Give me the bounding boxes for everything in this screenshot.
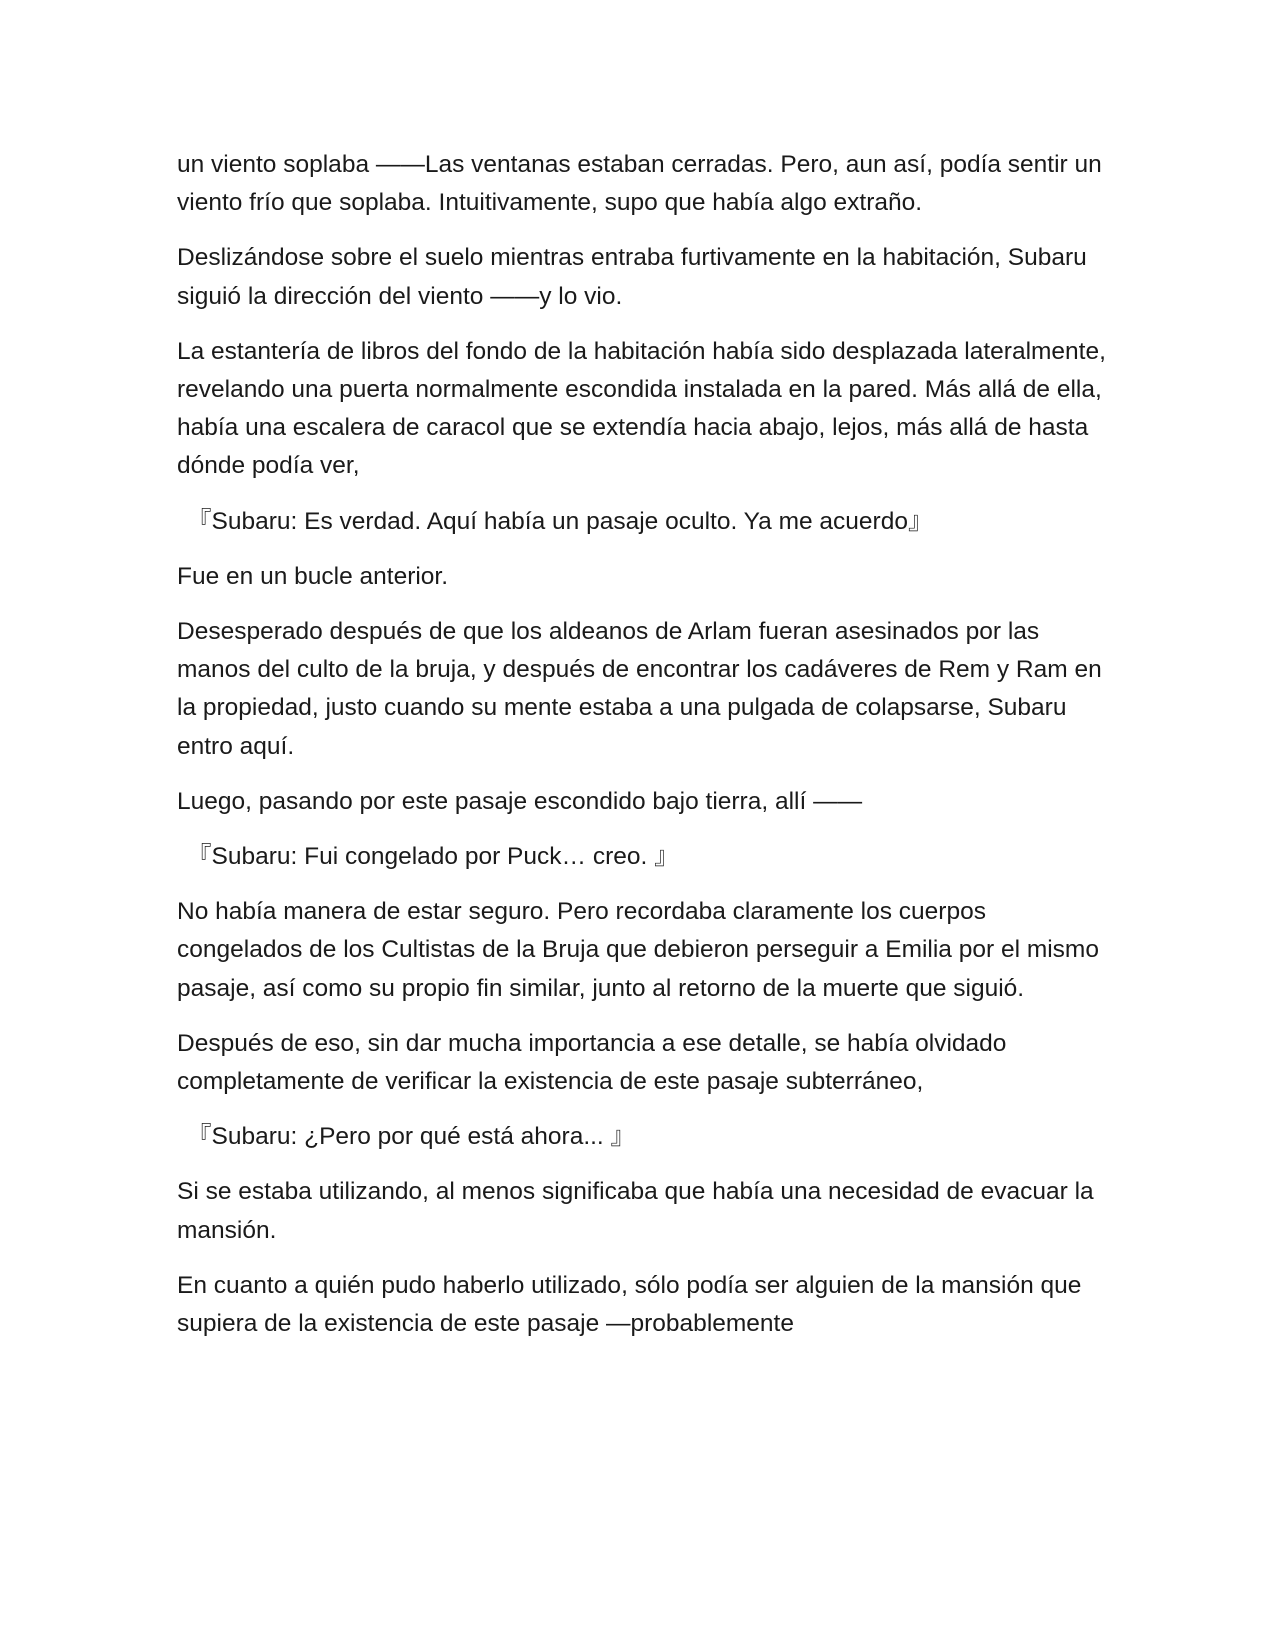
dialogue-line-2: 『Subaru: Fui congelado por Puck… creo. 』: [187, 843, 679, 871]
paragraph-5: Fue en un bucle anterior.: [177, 562, 449, 590]
paragraph-1: un viento soplaba ——Las ventanas estaban cerradas. Pero, aun así, podía sentir un viento frío que soplaba. Intuitivamente, supo que había algo extraño.: [177, 151, 1102, 217]
paragraph-2: Deslizándose sobre el suelo mientras entraba furtivamente en la habitación, Subaru siguió la dirección del viento ——y lo vio.: [177, 244, 1087, 310]
paragraph-10: Después de eso, sin dar mucha importancia a ese detalle, se había olvidado completamente de verificar la existencia de este pasaje subterráneo,: [177, 1029, 1007, 1096]
paragraph-3: La estantería de libros del fondo de la habitación había sido desplazada lateralmente, revelando una puerta normalmente escondida instalada en la pared. Más allá de ella, había una escalera de caracol que se extendía hacia abajo, lejos, más allá de hasta dónde podía ver,: [177, 337, 1106, 480]
paragraph-9: No había manera de estar seguro. Pero recordaba claramente los cuerpos congelados de los Cultistas de la Bruja que debieron perseguir a Emilia por el mismo pasaje, así como su propio fin similar, junto al retorno de la muerte que siguió.: [177, 898, 1099, 1002]
dialogue-line-3: 『Subaru: ¿Pero por qué está ahora... 』: [187, 1123, 636, 1151]
paragraph-13: En cuanto a quién pudo haberlo utilizado, sólo podía ser alguien de la mansión que supiera de la existencia de este pasaje —probablemente: [177, 1271, 1082, 1338]
dialogue-line-1: 『Subaru: Es verdad. Aquí había un pasaje oculto. Ya me acuerdo』: [187, 507, 933, 535]
paragraph-12: Si se estaba utilizando, al menos significaba que había una necesidad de evacuar la mansión.: [177, 1178, 1094, 1244]
paragraph-6: Desesperado después de que los aldeanos de Arlam fueran asesinados por las manos del culto de la bruja, y después de encontrar los cadáveres de Rem y Ram en la propiedad, justo cuando su mente estaba a una pulgada de colapsarse, Subaru entro aquí.: [177, 618, 1102, 760]
body-text: [177, 146, 1107, 1360]
paragraph-7: Luego, pasando por este pasaje escondido bajo tierra, allí ——: [177, 787, 863, 815]
